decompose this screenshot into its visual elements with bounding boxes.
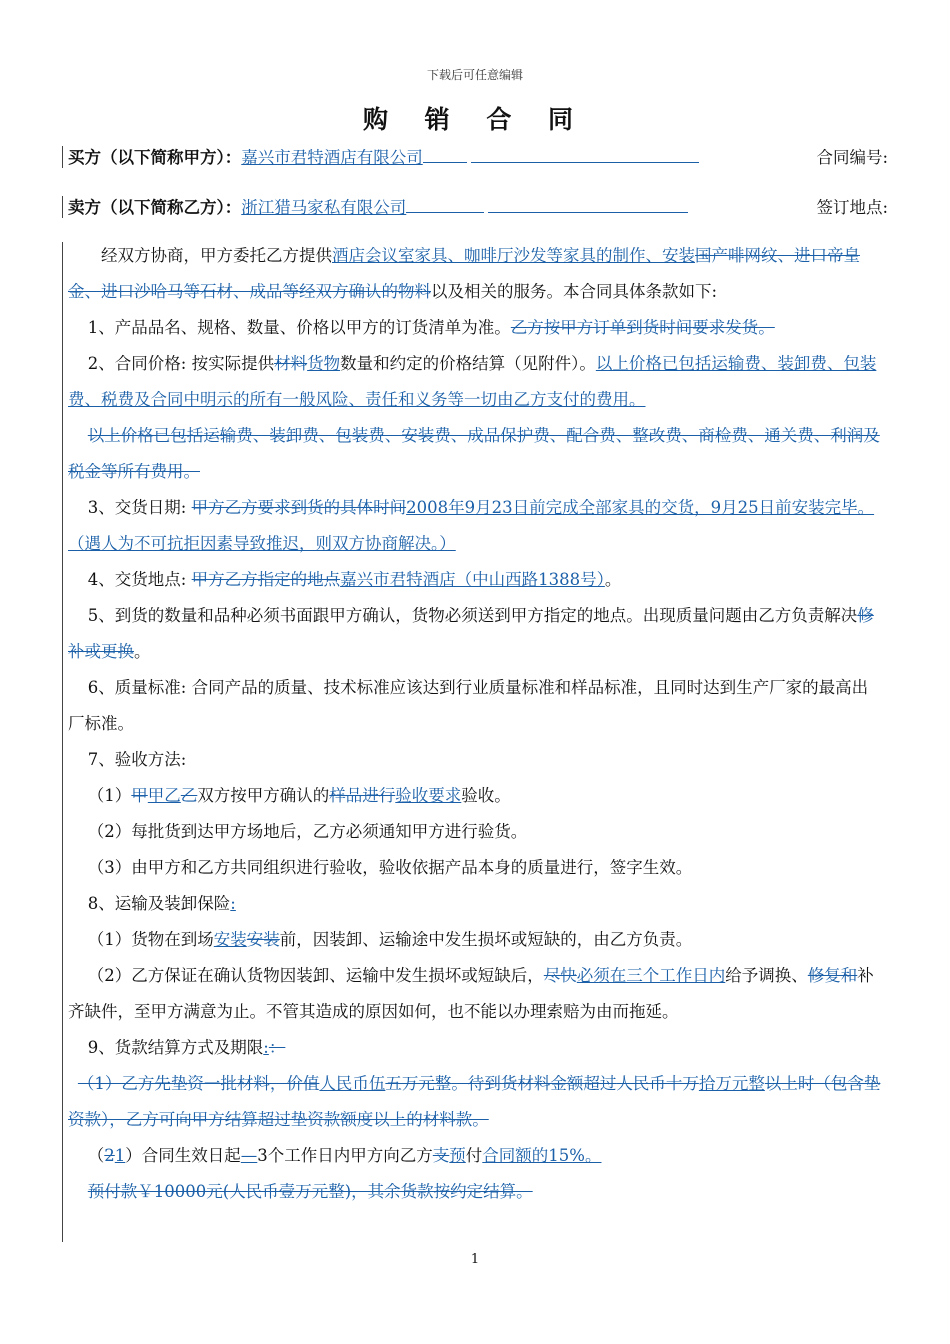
clause-9-item-2: （21）合同生效日起—3个工作日内甲方向乙方支预付合同额的15%。 — [87, 1146, 602, 1165]
seller-label: 卖方（以下简称乙方）： — [68, 198, 242, 217]
clause-8-title: 8、运输及装卸保险: — [87, 894, 236, 913]
contract-body — [68, 238, 884, 1210]
seller-blank — [406, 211, 484, 213]
buyer-line — [68, 144, 888, 168]
clause-9-item-1-deleted: （1）乙方先垫资一批材料，价值人民币伍五万元整。待到货材料金额超过人民币十万拾万元整以上时（包含垫资款），乙方可向甲方结算超过垫资款额度以上的材料款。 — [68, 1074, 881, 1129]
clause-4: 4、交货地点: 甲方乙方指定的地点嘉兴市君特酒店（中山西路1388号）。 — [87, 570, 622, 589]
contract-number-label: 合同编号: — [816, 148, 888, 167]
buyer-blank — [423, 161, 467, 163]
clause-1: 1、产品品名、规格、数量、价格以甲方的订货清单为准。乙方按甲方订单到货时间要求发货。 — [87, 318, 775, 337]
clause-8-item-2: （2）乙方保证在确认货物因装卸、运输中发生损坏或短缺后，尽快必须在三个工作日内给予调换、修复和补齐缺件，至甲方满意为止。不管其造成的原因如何，也不能以办理索赔为由而拖延。 — [68, 966, 874, 1021]
line-marker — [62, 196, 63, 218]
page-header: 下载后可任意编辑 — [426, 68, 523, 82]
clause-2-deleted: 以上价格已包括运输费、装卸费、包装费、安装费、成品保护费、配合费、整改费、商检费、通关费、利润及税金等所有费用。 — [68, 426, 880, 481]
clause-2: 2、合同价格: 按实际提供材料货物数量和约定的价格结算（见附件）。以上价格已包括运输费、装卸费、包装费、税费及合同中明示的所有一般风险、责任和义务等一切由乙方支付的费用。 — [68, 354, 877, 409]
clause-6: 6、质量标准: 合同产品的质量、技术标准应该达到行业质量标准和样品标准，且同时达到生产厂家的最高出厂标准。 — [68, 678, 869, 733]
buyer-label: 买方（以下简称甲方）： — [68, 148, 242, 167]
line-marker — [62, 242, 63, 1242]
seller-line — [68, 194, 888, 218]
intro-paragraph: 经双方协商，甲方委托乙方提供酒店会议室家具、咖啡厅沙发等家具的制作、安装国产啡网纹、进口帝皇金、进口沙哈马等石材、成品等经双方确认的物料以及相关的服务。本合同具体条款如下: — [68, 246, 860, 301]
seller-blank-2 — [488, 211, 688, 213]
clause-8-item-1: （1）货物在到场安装安装前，因装卸、运输途中发生损坏或短缺的，由乙方负责。 — [87, 930, 693, 949]
clause-9-item-3-deleted: 预付款￥10000元(人民币壹万元整)，其余货款按约定结算。 — [87, 1182, 533, 1201]
seller-name: 浙江猎马家私有限公司 — [241, 198, 407, 217]
clause-7-title: 7、验收方法: — [87, 750, 187, 769]
clause-7-item-3: （3）由甲方和乙方共同组织进行验收，验收依据产品本身的质量进行，签字生效。 — [87, 858, 693, 877]
signing-place-label: 签订地点: — [816, 198, 888, 217]
line-marker — [62, 146, 63, 168]
clause-9-title: 9、货款结算方式及期限:： — [87, 1038, 286, 1057]
document-title: 购 销 合 同 — [362, 105, 588, 134]
clause-3: 3、交货日期: 甲方乙方要求到货的具体时间2008年9月23日前完成全部家具的交货，9月25日前安装完毕。（遇人为不可抗拒因素导致推迟，则双方协商解决。） — [68, 498, 875, 553]
buyer-blank-2 — [471, 161, 699, 163]
buyer-name: 嘉兴市君特酒店有限公司 — [241, 148, 423, 167]
clause-7-item-1: （1）甲甲乙乙双方按甲方确认的样品进行验收要求验收。 — [87, 786, 511, 805]
page-number: 1 — [470, 1252, 480, 1267]
clause-7-item-2: （2）每批货到达甲方场地后，乙方必须通知甲方进行验货。 — [87, 822, 528, 841]
clause-5: 5、到货的数量和品种必须书面跟甲方确认，货物必须送到甲方指定的地点。出现质量问题由乙方负责解决修补或更换。 — [68, 606, 874, 661]
